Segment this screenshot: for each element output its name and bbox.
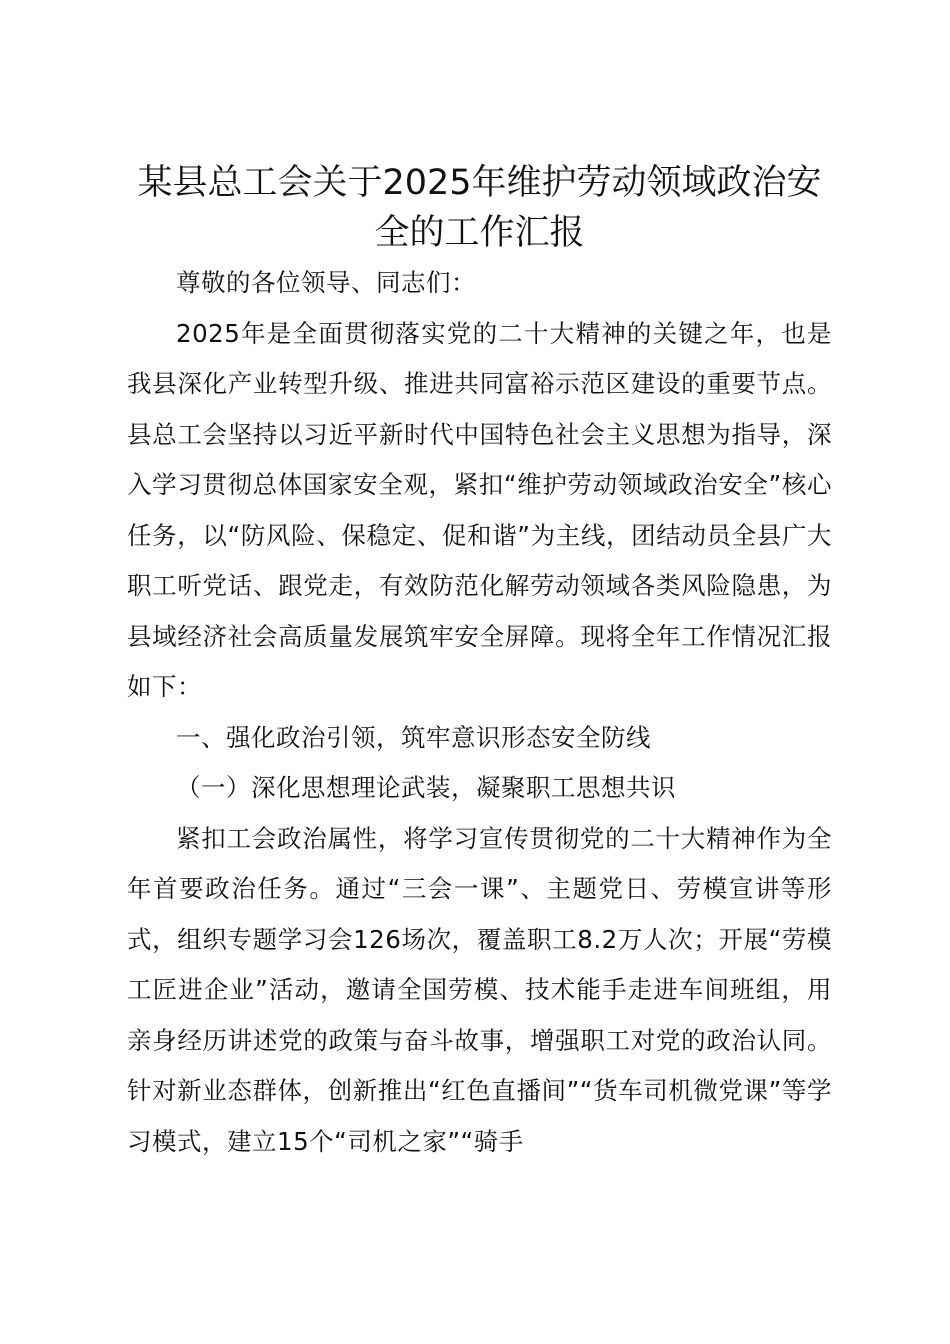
document-page [127, 158, 832, 1167]
intro-paragraph: 2025年是全面贯彻落实党的二十大精神的关键之年，也是我县深化产业转型升级、推进共同富裕示范区建设的重要节点。县总工会坚持以习近平新时代中国特色社会主义思想为指导，深入学习贯彻总体国家安全观，紧扣“维护劳动领域政治安全”核心任务，以“防风险、保稳定、促和谐”为主线，团结动员全县广大职工听党话、跟党走，有效防范化解劳动领域各类风险隐患，为县域经济社会高质量发展筑牢安全屏障。现将全年工作情况汇报如下： [127, 318, 832, 701]
subsection-1-body: 紧扣工会政治属性，将学习宣传贯彻党的二十大精神作为全年首要政治任务。通过“三会一课”、主题党日、劳模宣讲等形式，组织专题学习会126场次，覆盖职工8.2万人次；开展“劳模工匠进企业”活动，邀请全国劳模、技术能手走进车间班组，用亲身经历讲述党的政策与奋斗故事，增强职工对党的政治认同。针对新业态群体，创新推出“红色直播间”“货车司机微党课”等学习模式，建立15个“司机之家”“骑手 [127, 823, 832, 1156]
document-title: 某县总工会关于2025年维护劳动领域政治安全的工作汇报 [137, 163, 822, 253]
section-1-heading: 一、强化政治引领，筑牢意识形态安全防线 [176, 722, 651, 752]
subsection-1-heading: （一）深化思想理论武装，凝聚职工思想共识 [176, 773, 676, 802]
salutation: 尊敬的各位领导、同志们： [176, 268, 476, 297]
